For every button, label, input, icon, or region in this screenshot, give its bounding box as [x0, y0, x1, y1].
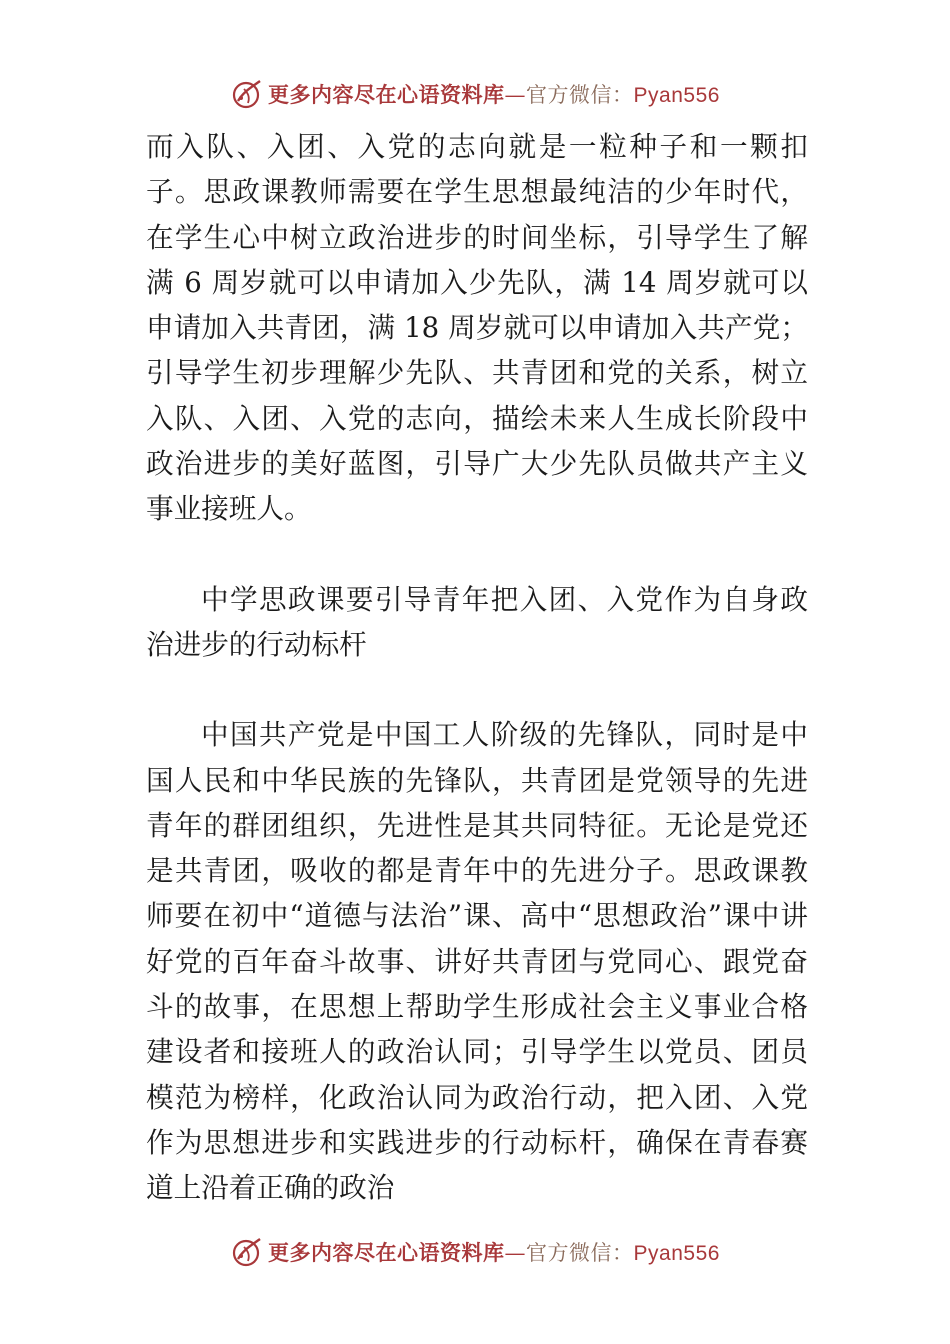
banner-dash: —: [504, 83, 527, 107]
header-banner-text: [268, 79, 720, 109]
wechat-label: 官方微信：: [526, 83, 634, 107]
wechat-id: Pyan556: [633, 84, 720, 107]
wechat-id: Pyan556: [633, 1242, 720, 1265]
footer-banner: [0, 1232, 950, 1272]
library-name: 更多内容尽在心语资料库: [268, 82, 505, 107]
library-logo-icon: [230, 1235, 264, 1269]
library-name: 更多内容尽在心语资料库: [268, 1240, 505, 1265]
paragraph-gap: [146, 667, 808, 712]
footer-banner-text: [268, 1237, 720, 1267]
section-heading: 中学思政课要引导青年把入团、入党作为自身政治进步的行动标杆: [146, 582, 808, 661]
paragraph-3: 中国共产党是中国工人阶级的先锋队，同时是中国人民和中华民族的先锋队，共青团是党领导的先进青年的群团组织，先进性是其共同特征。无论是党还是共青团，吸收的都是青年中的先进分子。思政课教师要在初中“道德与法治”课、高中“思想政治”课中讲好党的百年奋斗故事、讲好共青团与党同心、跟党奋斗的故事，在思想上帮助学生形成社会主义事业合格建设者和接班人的政治认同；引导学生以党员、团员模范为榜样，化政治认同为政治行动，把入团、入党作为思想进步和实践进步的行动标杆，确保在青春赛道上沿着正确的政治: [146, 718, 808, 1205]
wechat-label: 官方微信：: [526, 1241, 634, 1265]
document-body: [146, 124, 808, 1211]
paragraph-gap: [146, 532, 808, 577]
banner-dash: —: [504, 1241, 527, 1265]
paragraph-1: 而入队、入团、入党的志向就是一粒种子和一颗扣子。思政课教师需要在学生思想最纯洁的少年时代，在学生心中树立政治进步的时间坐标，引导学生了解满 6 周岁就可以申请加入少先队，满 14 周岁就可以申请加入共青团，满 18 周岁就可以申请加入共产党；引导学生初步理解少先队、共青团和党的关系，树立入队、入团、入党的志向，描绘未来人生成长阶段中政治进步的美好蓝图，引导广大少先队员做共产主义事业接班人。: [146, 130, 808, 526]
library-logo-icon: [230, 77, 264, 111]
header-banner: [0, 74, 950, 114]
